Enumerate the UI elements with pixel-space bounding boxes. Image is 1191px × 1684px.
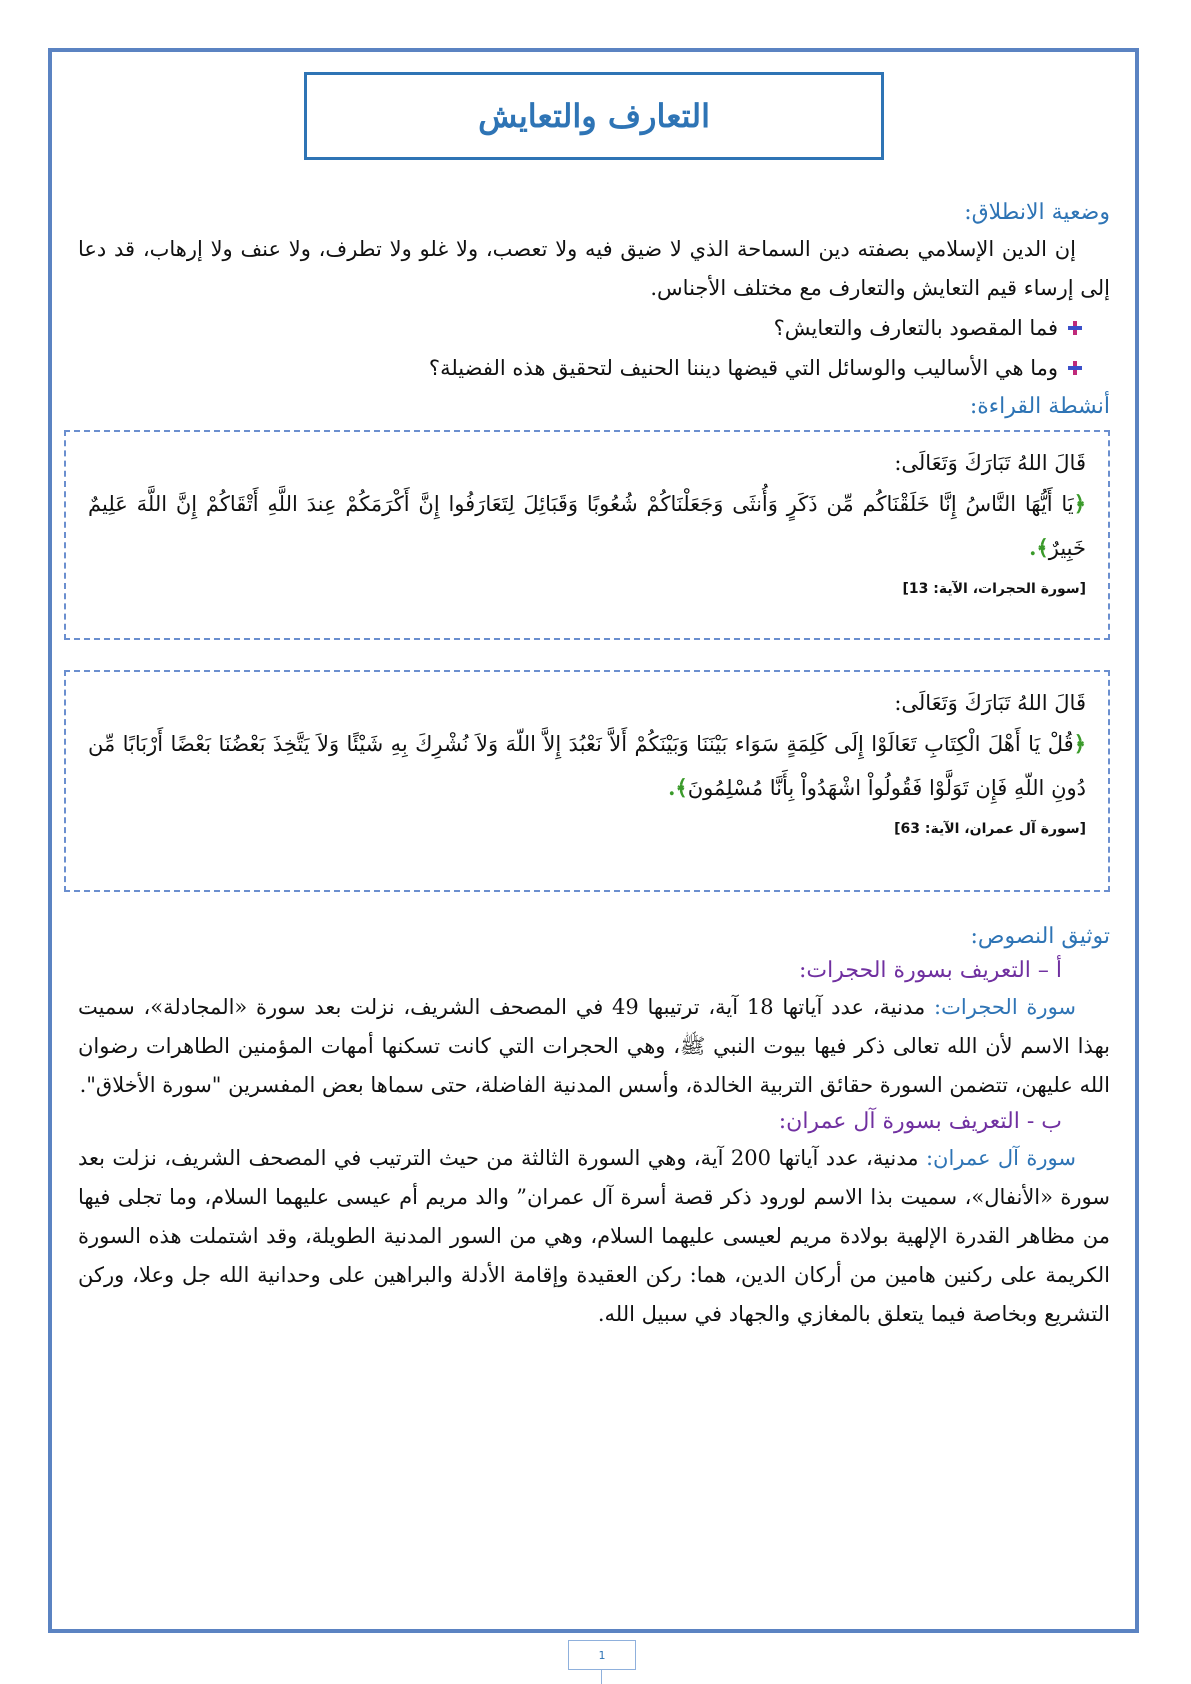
question-item [78,308,1110,348]
ornate-bracket-icon: ﴿ [1073,731,1086,756]
ornate-bracket-icon: ﴾. [1029,535,1049,560]
intro-paragraph: إن الدين الإسلامي بصفته دين السماحة الذي لا ضيق فيه ولا تعصب، ولا غلو ولا تطرف، ولا عنف ولا إرهاب، قد دعا إلى إرساء قيم التعايش والتعارف مع مختلف الأجناس. [78,237,1110,300]
verse-body: يَا أَيُّهَا النَّاسُ إِنَّا خَلَقْنَاكُم مِّن ذَكَرٍ وَأُنثَى وَجَعَلْنَاكُمْ شُعُوبًا وَقَبَائِلَ لِتَعَارَفُوا إِنَّ أَكْرَمَكُمْ عِندَ اللَّهِ أَتْقَاكُمْ إِنَّ اللَّهَ عَلِيمٌ خَبِيرٌ [88,492,1086,560]
verse-box [64,430,1110,640]
question-text: فما المقصود بالتعارف والتعايش؟ [773,316,1058,340]
page-content [78,68,1110,1334]
section-label: سورة الحجرات: [934,995,1077,1019]
question-text: وما هي الأساليب والوسائل التي قيضها ديننا الحنيف لتحقيق هذه الفضيلة؟ [428,356,1058,380]
title-box [304,72,884,160]
section-label: سورة آل عمران: [925,1146,1076,1170]
question-item [78,348,1110,388]
section-body [78,1139,1110,1334]
section-text: مدنية، عدد آياتها 200 آية، وهي السورة الثالثة من حيث الترتيب في المصحف الشريف، نزلت بعد سورة «الأنفال»، سميت بذا الاسم لورود ذكر قصة أسرة آل عمران” والد مريم أم عيسى عليهما السلام، وما تجلى فيها من مظاهر القدرة الإلهية بولادة مريم لعيسى عليهما السلام، وهي من السور المدنية الطويلة، وقد اشتملت هذه السورة الكريمة على ركنين هامين من أركان الدين، هما: ركن العقيدة وإقامة الأدلة والبراهين على وحدانية الله جل وعلا، وركن التشريع وبخاصة فيما يتعلق بالمغازي والجهاد في سبيل الله. [78,1146,1110,1326]
page-title: التعارف والتعايش [478,97,710,135]
ornate-bracket-icon: ﴾. [668,775,688,800]
documentation-heading: توثيق النصوص: [970,924,1110,949]
section-text: مدنية، عدد آياتها 18 آية، ترتيبها 49 في المصحف الشريف، نزلت بعد سورة «المجادلة»، سميت بهذا الاسم لأن الله تعالى ذكر فيها بيوت النبي ﷺ، وهي الحجرات التي كانت تسكنها أمهات المؤمنين الطاهرات رضوان الله عليهن، تتضمن السورة حقائق التربية الخالدة، وأسس المدنية الفاضلة، حتى سماها بعض المفسرين "سورة الأخلاق". [78,995,1110,1097]
verse-text [88,482,1086,570]
intro-heading: وضعية الانطلاق: [964,200,1110,225]
verse-text [88,722,1086,810]
plus-bullet-icon [1068,321,1082,335]
section-body [78,988,1110,1105]
verse-intro: قَالَ اللهُ تَبَارَكَ وَتَعَالَى: [894,691,1086,715]
plus-bullet-icon [1068,361,1082,375]
verse-reference: [سورة آل عمران، الآية: 63] [894,821,1086,837]
section-subheading: ب - التعريف بسورة آل عمران: [778,1109,1062,1134]
verse-box [64,670,1110,892]
page-number: 1 [568,1640,636,1670]
page-number-connector [601,1670,602,1684]
reading-heading: أنشطة القراءة: [969,394,1110,419]
verse-body: قُلْ يَا أَهْلَ الْكِتَابِ تَعَالَوْا إِلَى كَلِمَةٍ سَوَاء بَيْنَنَا وَبَيْنَكُمْ أَلاَّ نَعْبُدَ إِلاَّ اللّهَ وَلاَ نُشْرِكَ بِهِ شَيْئًا وَلاَ يَتَّخِذَ بَعْضُنَا بَعْضًا أَرْبَابًا مِّن دُونِ اللّهِ فَإِن تَوَلَّوْا فَقُولُواْ اشْهَدُواْ بِأَنَّا مُسْلِمُونَ [88,732,1086,800]
ornate-bracket-icon: ﴿ [1073,491,1086,516]
verse-intro: قَالَ اللهُ تَبَارَكَ وَتَعَالَى: [894,451,1086,475]
verse-reference: [سورة الحجرات، الآية: 13] [902,581,1086,597]
section-subheading: أ – التعريف بسورة الحجرات: [798,958,1062,983]
